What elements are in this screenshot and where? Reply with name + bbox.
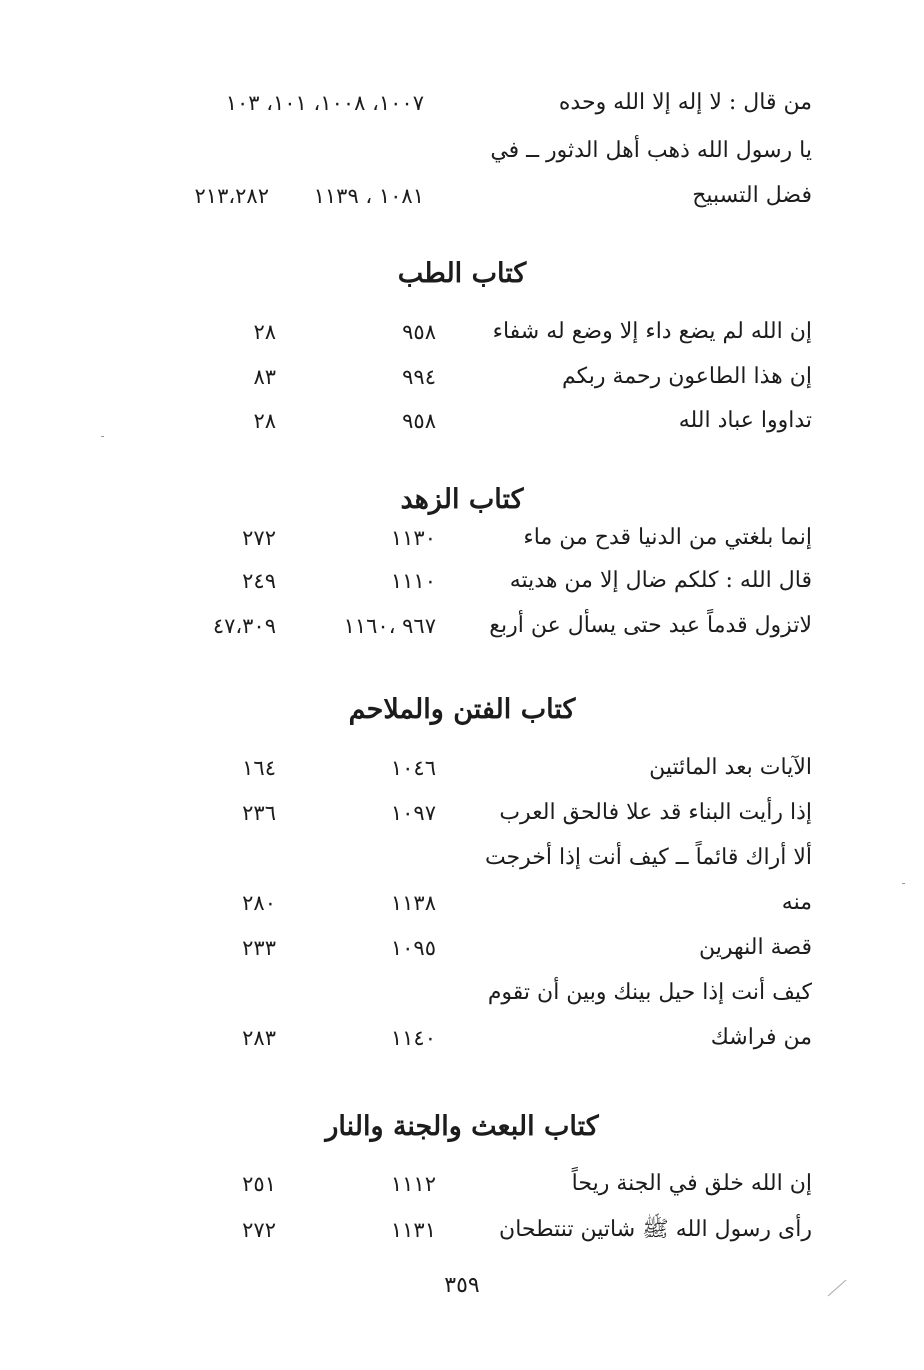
- entry-pages: ٢٥١: [242, 1172, 276, 1196]
- list-item: [0, 131, 924, 171]
- entry-pages: ٢٨٣: [242, 1026, 276, 1050]
- list-item: [0, 357, 924, 397]
- entry-text: من قال : لا إله إلا الله وحده: [558, 90, 812, 115]
- entry-text: لاتزول قدماً عبد حتى يسأل عن أربع: [489, 613, 812, 638]
- scan-speck: [101, 436, 104, 437]
- section-heading: كتاب الطب: [397, 258, 527, 289]
- section-heading: كتاب الفتن والملاحم: [348, 694, 576, 725]
- entry-text: من فراشك: [710, 1025, 812, 1050]
- entry-text: رأى رسول الله ﷺ شاتين تنتطحان: [499, 1217, 812, 1242]
- scan-mark: [826, 1276, 850, 1298]
- entry-text: إن الله خلق في الجنة ريحاً: [571, 1171, 812, 1196]
- entry-text: إذا رأيت البناء قد علا فالحق العرب: [499, 800, 812, 825]
- entry-numbers: ١٠٨١ ، ١١٣٩: [313, 184, 424, 208]
- list-item: [0, 838, 924, 878]
- entry-pages: ٢٨: [253, 320, 276, 344]
- list-item: [0, 1018, 924, 1058]
- entry-numbers: ٩٦٧ ،١١٦٠: [343, 614, 436, 638]
- list-item: [0, 793, 924, 833]
- entry-text: فضل التسبيح: [692, 183, 812, 208]
- entry-text: قصة النهرين: [699, 935, 812, 960]
- list-item: [0, 883, 924, 923]
- section-heading: كتاب البعث والجنة والنار: [325, 1111, 599, 1142]
- entry-pages: ٨٣: [253, 365, 276, 389]
- entry-numbers: ١١٣٨: [390, 891, 436, 915]
- entry-pages: ٤٧،٣٠٩: [212, 614, 276, 638]
- entry-numbers: ١٠٩٥: [390, 936, 436, 960]
- entry-pages: ٢٣٦: [242, 801, 276, 825]
- list-item: [0, 928, 924, 968]
- entry-text: قال الله : كلكم ضال إلا من هديته: [509, 568, 812, 593]
- entry-text: إن الله لم يضع داء إلا وضع له شفاء: [492, 319, 812, 344]
- entry-text: منه: [781, 890, 812, 915]
- entry-numbers: ٩٩٤: [402, 365, 436, 389]
- page-number: ٣٥٩: [444, 1273, 480, 1298]
- entry-numbers: ١٠٩٧: [390, 801, 436, 825]
- list-item: [0, 83, 924, 123]
- section-heading: كتاب الزهد: [400, 484, 524, 515]
- entry-numbers: ١٠٤٦: [390, 756, 436, 780]
- entry-numbers: ٩٥٨: [402, 320, 436, 344]
- entry-numbers: ١١١٢: [390, 1172, 436, 1196]
- entry-text: الآيات بعد المائتين: [649, 755, 812, 780]
- entry-numbers: ١١٣٠: [390, 526, 436, 550]
- entry-text: كيف أنت إذا حيل بينك وبين أن تقوم: [487, 980, 812, 1005]
- entry-numbers: ٩٥٨: [402, 409, 436, 433]
- entry-text: ألا أراك قائماً ــ كيف أنت إذا أخرجت: [484, 845, 812, 870]
- entry-pages: ١٦٤: [242, 756, 276, 780]
- entry-pages: ٢٨٠: [242, 891, 276, 915]
- list-item: [0, 312, 924, 352]
- list-item: [0, 606, 924, 646]
- entry-numbers: ١٠٠٧، ١٠٠٨، ١٠١، ١٠٣: [225, 91, 424, 115]
- entry-pages: ٢٨: [253, 409, 276, 433]
- entry-numbers: ١١٣١: [390, 1218, 436, 1242]
- entry-text: تداووا عباد الله: [678, 408, 812, 433]
- list-item: [0, 561, 924, 601]
- entry-text: إن هذا الطاعون رحمة ربكم: [562, 364, 812, 389]
- list-item: [0, 748, 924, 788]
- entry-pages: ٢٤٩: [242, 569, 276, 593]
- list-item: [0, 973, 924, 1013]
- entry-pages: ٢١٣،٢٨٢: [194, 184, 269, 208]
- entry-text: يا رسول الله ذهب أهل الدثور ــ في: [490, 138, 812, 163]
- list-item: [0, 1164, 924, 1204]
- list-item: [0, 518, 924, 558]
- list-item: [0, 176, 924, 216]
- entry-numbers: ١١١٠: [390, 569, 436, 593]
- entry-numbers: ١١٤٠: [390, 1026, 436, 1050]
- entry-text: إنما بلغتي من الدنيا قدح من ماء: [523, 525, 812, 550]
- entry-pages: ٢٧٢: [242, 1218, 276, 1242]
- entry-pages: ٢٧٢: [242, 526, 276, 550]
- list-item: [0, 401, 924, 441]
- list-item: [0, 1210, 924, 1250]
- scan-speck: [902, 883, 905, 884]
- entry-pages: ٢٣٣: [242, 936, 276, 960]
